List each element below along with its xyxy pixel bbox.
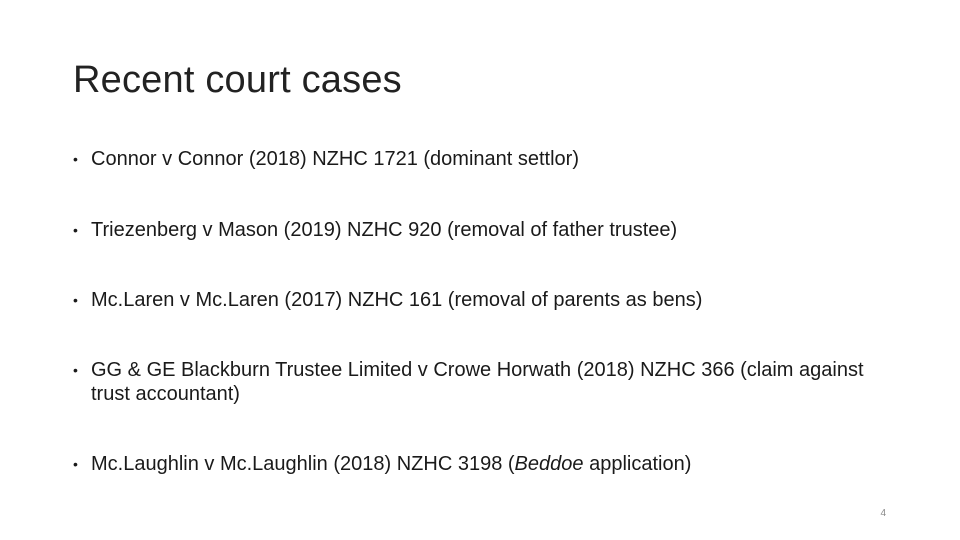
case-text: Mc.Laren v Mc.Laren (2017) NZHC 161 (removal of parents as bens) bbox=[91, 289, 703, 311]
list-item bbox=[73, 288, 702, 312]
page-number: 4 bbox=[880, 508, 886, 519]
list-item bbox=[73, 147, 579, 171]
case-text-suffix: application) bbox=[583, 453, 692, 475]
slide-title: Recent court cases bbox=[73, 59, 402, 101]
bullet-icon: • bbox=[73, 292, 78, 308]
case-text-prefix: Mc.Laughlin v Mc.Laughlin (2018) NZHC 3198 ( bbox=[91, 453, 515, 475]
case-text: Connor v Connor (2018) NZHC 1721 (dominant settlor) bbox=[91, 148, 579, 170]
list-item bbox=[73, 218, 677, 242]
case-text: GG & GE Blackburn Trustee Limited v Crowe Horwath (2018) NZHC 366 (claim against trust accountant) bbox=[91, 359, 864, 405]
list-item bbox=[73, 358, 871, 406]
case-text-italic: Beddoe bbox=[514, 453, 584, 475]
bullet-icon: • bbox=[73, 456, 78, 472]
case-text: Triezenberg v Mason (2019) NZHC 920 (removal of father trustee) bbox=[91, 219, 678, 241]
bullet-icon: • bbox=[73, 222, 78, 238]
list-item bbox=[73, 452, 691, 476]
bullet-icon: • bbox=[73, 151, 78, 167]
bullet-icon: • bbox=[73, 362, 78, 378]
